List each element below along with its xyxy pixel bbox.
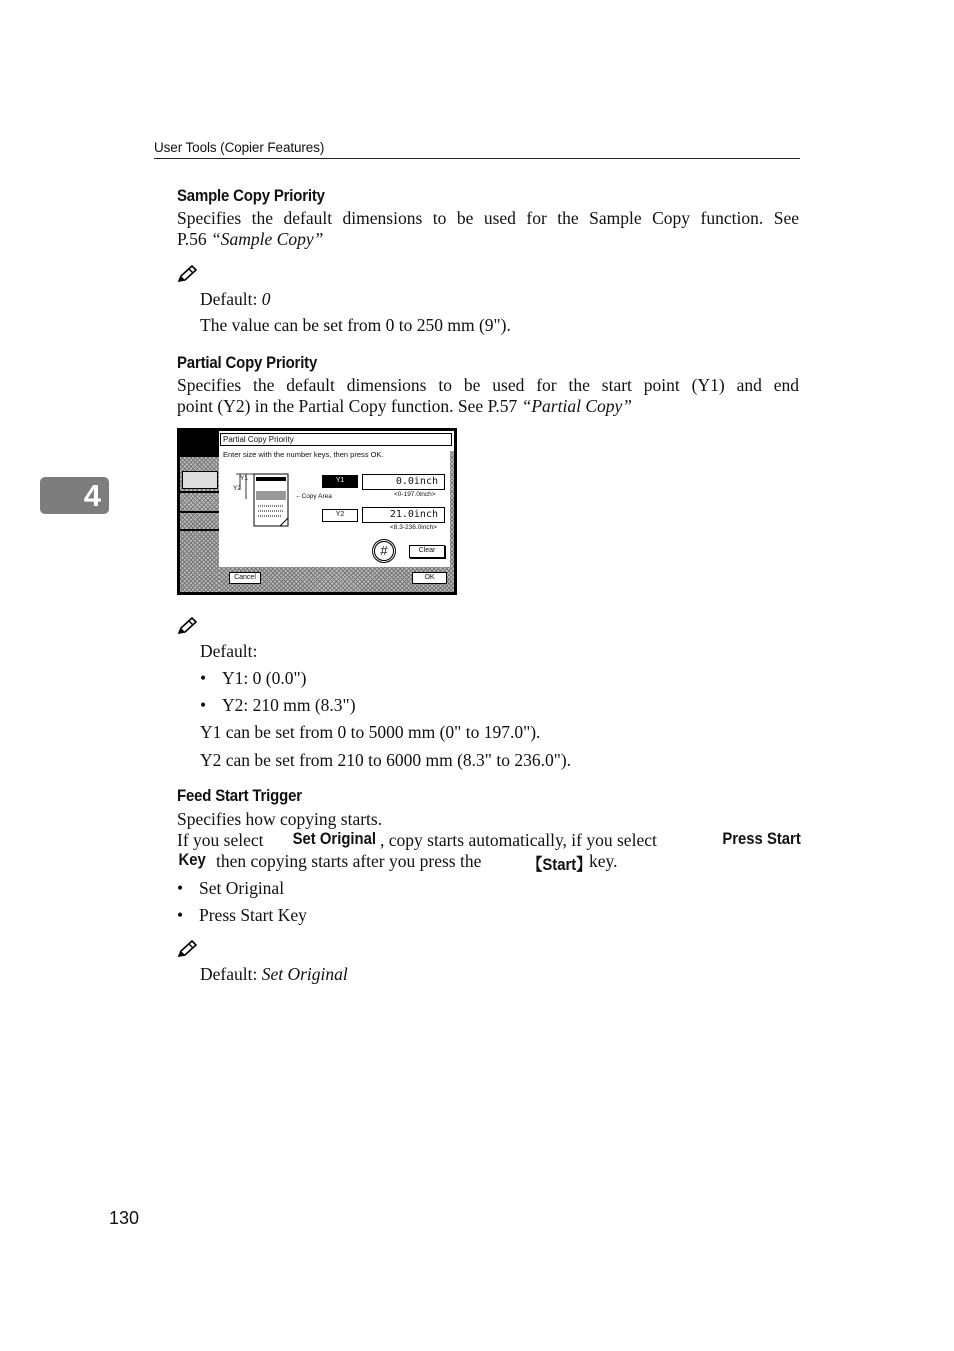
note-pencil-icon: [176, 616, 198, 636]
sample-copy-reference: “Sample Copy”: [211, 229, 324, 249]
section-title-partial-copy: Partial Copy Priority: [177, 353, 318, 372]
note-pencil-icon: [176, 264, 198, 284]
option-text: Set Original: [199, 878, 285, 898]
default-label: Default:: [200, 289, 262, 309]
list-item: • Set Original: [177, 878, 285, 898]
sample-copy-desc-line1: Specifies the default dimensions to be used for the Sample Copy function. See: [177, 208, 799, 228]
partial-copy-reference: “Partial Copy”: [521, 396, 632, 416]
feed-start-line2-b: , copy starts automatically, if you select: [380, 830, 657, 850]
screen-side-tab[interactable]: [182, 471, 218, 489]
screen-copy-area-label: ←Copy Area: [295, 493, 332, 500]
partial-copy-range-y2: Y2 can be set from 210 to 6000 mm (8.3" to 236.0").: [200, 750, 572, 770]
sample-copy-default: [200, 289, 270, 310]
feed-start-line2-a: If you select: [177, 830, 264, 850]
key-set-original: Set Original: [292, 830, 376, 848]
feed-start-line3-c: key.: [589, 851, 618, 871]
bullet-text: Y2: 210 mm (8.3"): [222, 695, 356, 715]
screen-y1-axis-label: Y1: [240, 475, 248, 482]
key-start: 【Start】: [527, 856, 592, 874]
screen-y1-button[interactable]: Y1: [322, 475, 358, 488]
screen-hash-key[interactable]: #: [374, 541, 394, 561]
default-label: Default:: [200, 964, 262, 984]
screen-clear-button[interactable]: Clear: [409, 545, 445, 558]
key-press-start-cont: Key: [178, 851, 206, 869]
partial-copy-desc-prefix: point (Y2) in the Partial Copy function. See P.57: [177, 396, 522, 416]
partial-copy-range-y1: Y1 can be set from 0 to 5000 mm (0" to 197.0").: [200, 722, 541, 742]
feed-start-line3-b: then copying starts after you press the: [216, 851, 482, 871]
bullet-text: Y1: 0 (0.0"): [222, 668, 307, 688]
chapter-tab: [40, 477, 109, 514]
chapter-number: 4: [83, 478, 101, 513]
list-item: • Y1: 0 (0.0"): [200, 668, 307, 688]
partial-copy-desc-line1: Specifies the default dimensions to be used for the start point (Y1) and end: [177, 375, 799, 395]
default-value: 0: [261, 289, 271, 309]
list-item: • Press Start Key: [177, 905, 307, 925]
section-title-sample-copy: Sample Copy Priority: [177, 186, 325, 205]
partial-copy-desc-line2: [177, 396, 632, 417]
feed-start-default: [200, 964, 348, 985]
section-title-feed-start: Feed Start Trigger: [177, 786, 302, 805]
option-text: Press Start Key: [199, 905, 307, 925]
screen-cancel-button[interactable]: Cancel: [229, 572, 261, 584]
header-rule: [154, 158, 800, 159]
feed-start-desc: Specifies how copying starts.: [177, 809, 383, 829]
screen-ok-button[interactable]: OK: [412, 572, 447, 584]
screen-title: Partial Copy Priority: [220, 433, 452, 446]
sample-copy-range: The value can be set from 0 to 250 mm (9").: [200, 315, 511, 335]
screen-y1-range: <0-197.0inch>: [394, 491, 436, 498]
default-value: Set Original: [261, 964, 348, 984]
page-number: 130: [109, 1208, 140, 1228]
note-pencil-icon: [176, 939, 198, 959]
screen-y2-button[interactable]: Y2: [322, 509, 358, 522]
screen-y2-value[interactable]: 21.0inch: [362, 507, 445, 523]
screen-instruction: Enter size with the number keys, then press OK.: [223, 450, 384, 459]
partial-copy-screen: [177, 428, 457, 595]
screen-y2-axis-label: Y2: [233, 485, 241, 492]
screen-y1-value[interactable]: 0.0inch: [362, 474, 445, 490]
list-item: • Y2: 210 mm (8.3"): [200, 695, 356, 715]
partial-copy-default-label: Default:: [200, 641, 258, 661]
sample-copy-desc-line2: [177, 229, 323, 250]
running-head: User Tools (Copier Features): [154, 140, 325, 155]
sample-copy-desc-prefix: P.56: [177, 229, 212, 249]
key-press-start: Press Start: [722, 830, 801, 848]
screen-y2-range: <8.3-236.0inch>: [390, 524, 437, 531]
screen-left-strip: [180, 431, 219, 592]
